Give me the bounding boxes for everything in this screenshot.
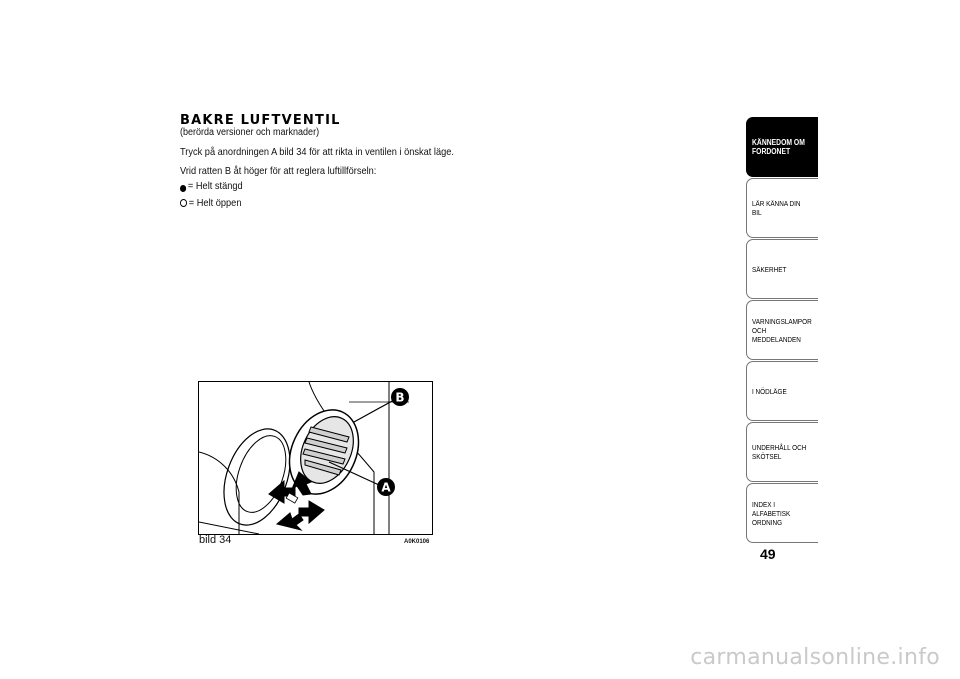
tab-sakerhet[interactable] (746, 239, 818, 299)
tab-label: KÄNNEDOM OM FORDONET (752, 138, 805, 156)
tab-label: UNDERHÅLL OCH SKÖTSEL (752, 443, 807, 461)
figure-code: A0K0106 (404, 539, 430, 545)
label-b: B (395, 390, 405, 405)
tab-label: INDEX I ALFABETISK ORDNING (752, 499, 791, 527)
section-subtitle: (berörda versioner och marknader) (180, 127, 320, 138)
tab-label: VARNINGSLAMPOR OCH MEDDELANDEN (752, 316, 812, 344)
legend-open (180, 197, 241, 209)
legend-closed-text: = Helt stängd (187, 180, 243, 192)
tab-kannedom-om-fordonet[interactable] (746, 117, 818, 177)
tab-index[interactable] (746, 483, 818, 543)
legend-closed (180, 180, 243, 192)
tab-label: I NÖDLÄGE (752, 386, 787, 396)
tab-label: SÄKERHET (752, 264, 787, 274)
instruction-text-2: Vrid ratten B åt höger för att reglera luftillförseln: (180, 165, 377, 177)
tab-underhall-och-skotsel[interactable] (746, 422, 818, 482)
section-title: BAKRE LUFTVENTIL (180, 113, 341, 128)
filled-dot-icon (180, 185, 186, 192)
chapter-tabs (746, 117, 818, 544)
vent-illustration (198, 381, 433, 535)
tab-varningslampor[interactable] (746, 300, 818, 360)
instruction-text-1: Tryck på anordningen A bild 34 för att rikta in ventilen i önskat läge. (180, 146, 454, 158)
tab-lar-kanna-din-bil[interactable] (746, 178, 818, 238)
watermark: carmanualsonline.info (690, 645, 940, 670)
label-a: A (381, 480, 391, 495)
tab-i-nodlage[interactable] (746, 361, 818, 421)
legend-open-text: = Helt öppen (188, 197, 242, 209)
vent-drawing (199, 382, 432, 534)
tab-label: LÄR KÄNNA DIN BIL (752, 199, 801, 217)
page-number: 49 (760, 546, 776, 562)
open-circle-icon (180, 199, 187, 207)
figure-caption: bild 34 (199, 534, 232, 546)
